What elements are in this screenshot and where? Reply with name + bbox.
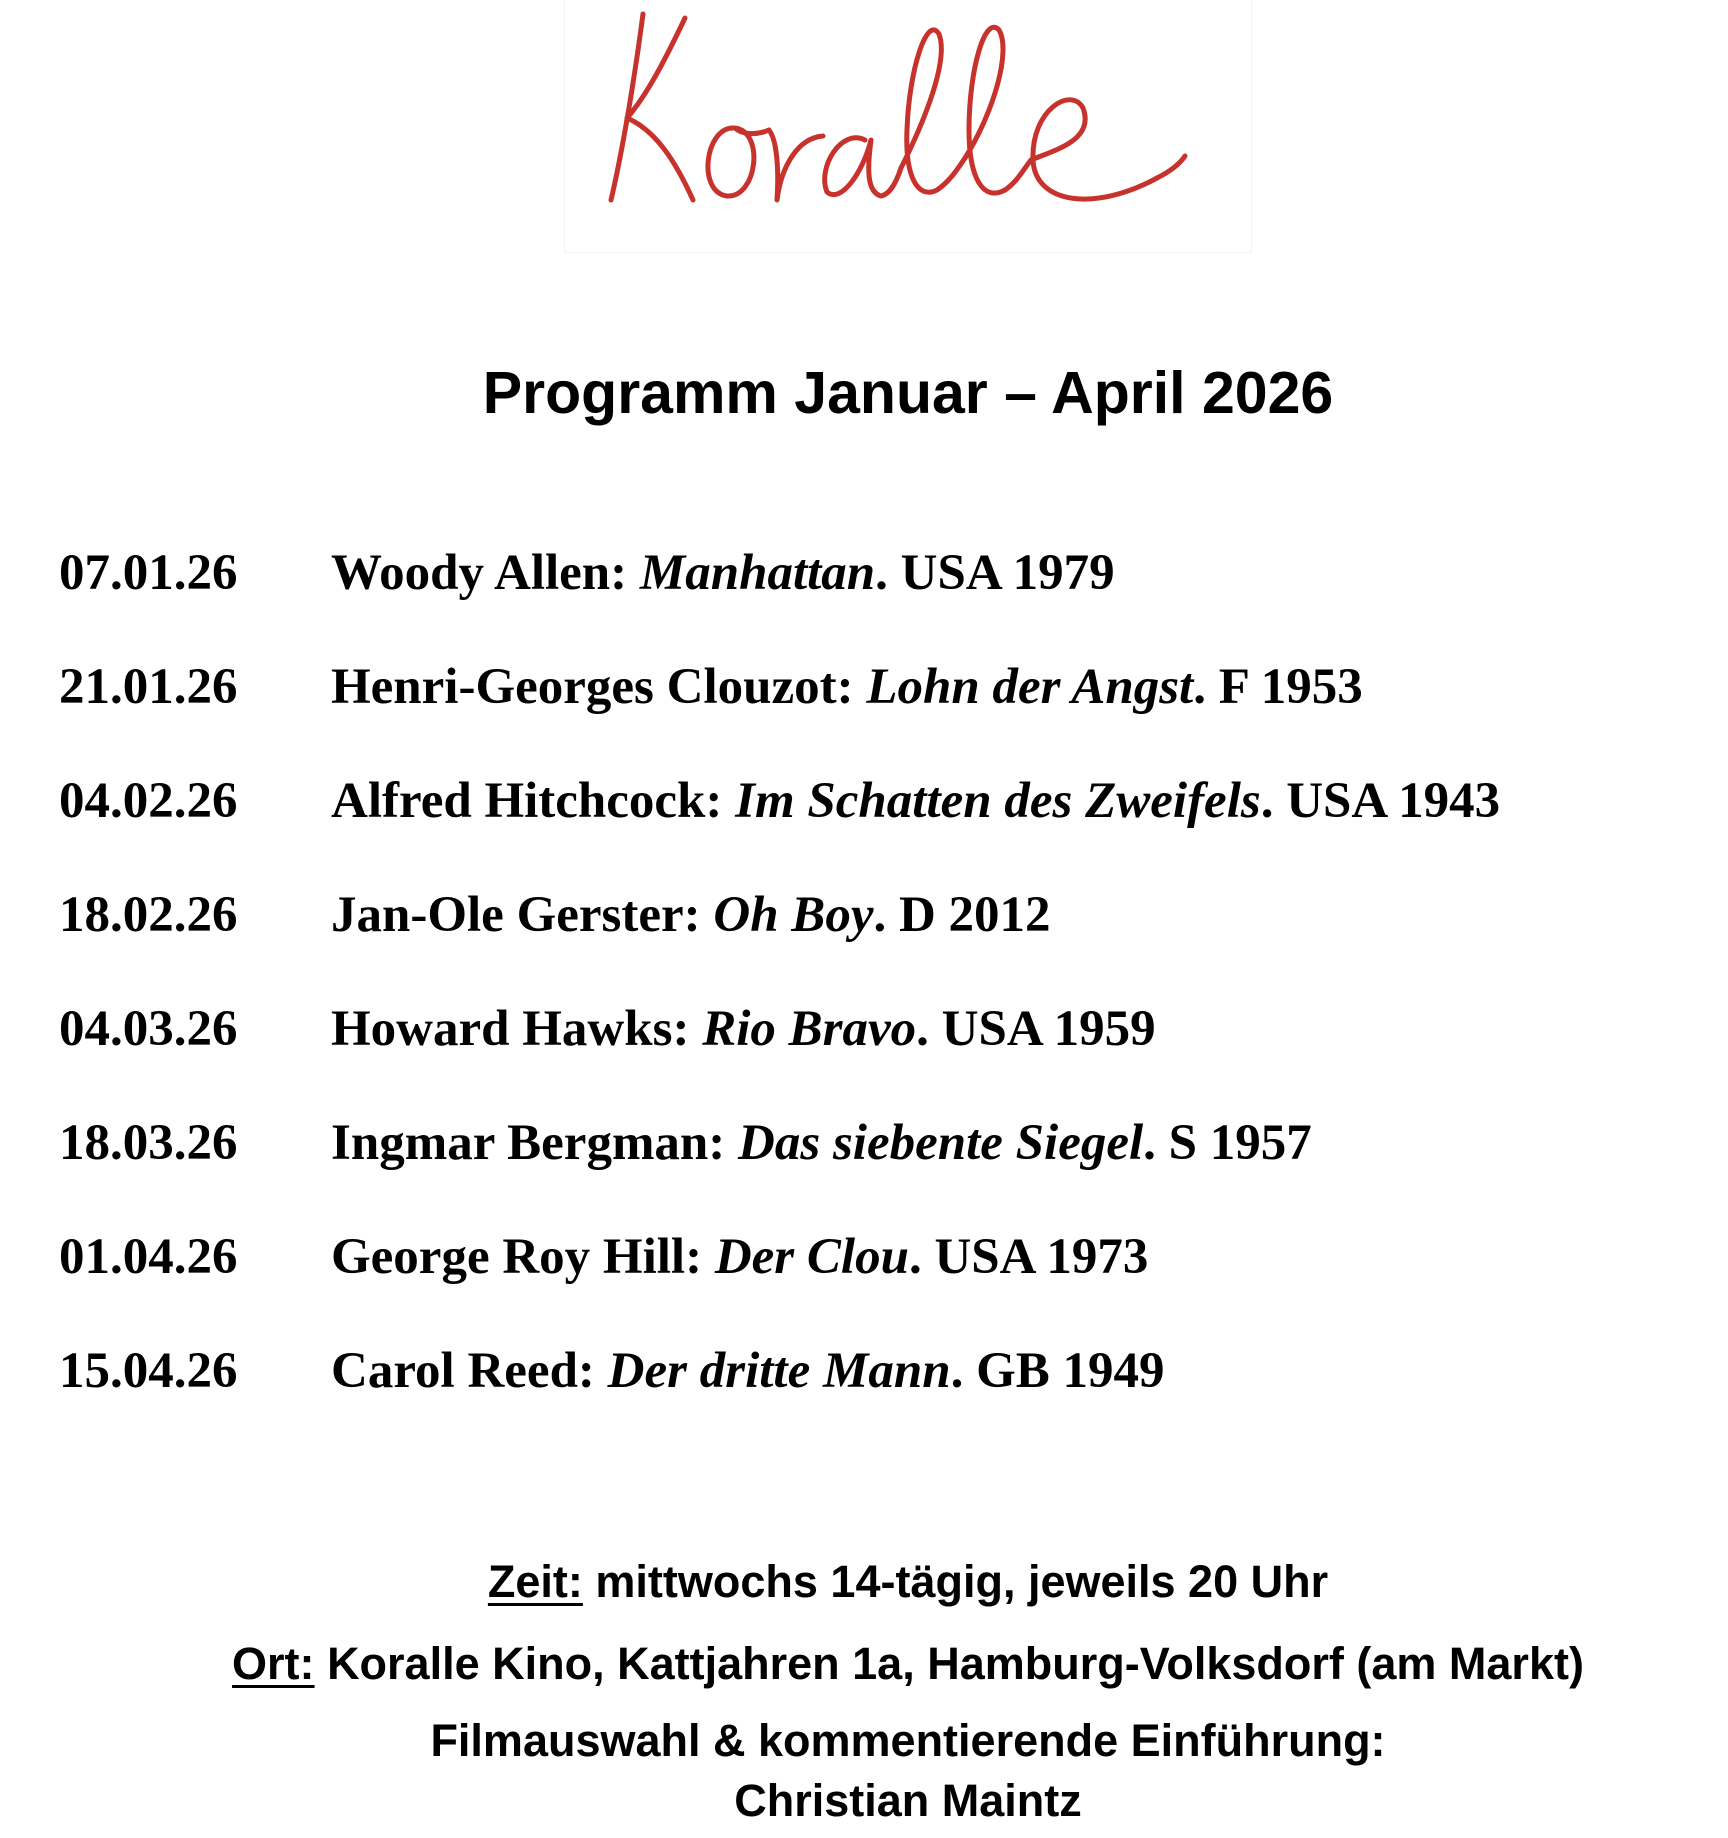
screening-date: 04.03.26 [59,1001,238,1057]
screening-date: 18.03.26 [59,1115,238,1171]
director-name: Jan-Ole Gerster: [331,887,701,943]
film-title: Oh Boy [713,887,874,943]
credit-name: Christian Maintz [734,1775,1082,1826]
film-title: Lohn der Angst [866,659,1194,715]
film-title: Manhattan [639,545,876,601]
program-entry [59,647,1500,761]
time-value: mittwochs 14-tägig, jeweils 20 Uhr [595,1556,1329,1607]
place-label: Ort: [232,1638,315,1689]
place-value: Koralle Kino, Kattjahren 1a, Hamburg-Volksdorf (am Markt) [327,1638,1584,1689]
program-entry [59,533,1500,647]
place-info [0,1629,1728,1711]
screening-date: 01.04.26 [59,1229,238,1285]
director-name: George Roy Hill: [331,1229,703,1285]
koralle-logo [565,0,1251,252]
film-origin: . F 1953 [1193,659,1363,715]
program-entry [59,761,1500,875]
film-origin: . GB 1949 [950,1343,1165,1399]
film-title: Im Schatten des Zweifels [735,773,1261,829]
program-entry [59,875,1500,989]
director-name: Carol Reed: [331,1343,595,1399]
director-name: Woody Allen: [331,545,628,601]
film-title: Der Clou [714,1229,909,1285]
film-title: Rio Bravo [702,1001,917,1057]
screening-date: 15.04.26 [59,1343,238,1399]
screening-date: 21.01.26 [59,659,238,715]
screening-date: 18.02.26 [59,887,238,943]
screening-date: 07.01.26 [59,545,238,601]
screening-date: 04.02.26 [59,773,238,829]
program-entry [59,1103,1500,1217]
director-name: Ingmar Bergman: [331,1115,726,1171]
film-origin: . USA 1959 [916,1001,1156,1057]
koralle-script-logo [565,0,1251,252]
program-entry [59,989,1500,1103]
director-name: Alfred Hitchcock: [331,773,723,829]
film-title: Der dritte Mann [607,1343,951,1399]
film-title: Das siebente Siegel [738,1115,1144,1171]
film-origin: . D 2012 [873,887,1051,943]
credit-label: Filmauswahl & kommentierende Einführung: [430,1715,1386,1766]
film-origin: . S 1957 [1143,1115,1312,1171]
film-origin: . USA 1973 [908,1229,1149,1285]
film-origin: . USA 1943 [1260,773,1501,829]
program-entry [59,1217,1500,1331]
event-info [0,1547,1728,1831]
film-origin: . USA 1979 [875,545,1115,601]
program-list [59,533,1500,1445]
time-label: Zeit: [487,1556,583,1607]
program-entry [59,1331,1500,1445]
director-name: Howard Hawks: [331,1001,690,1057]
page-title: Programm Januar – April 2026 [482,360,1334,426]
time-info [0,1547,1728,1629]
director-name: Henri-Georges Clouzot: [331,659,854,715]
